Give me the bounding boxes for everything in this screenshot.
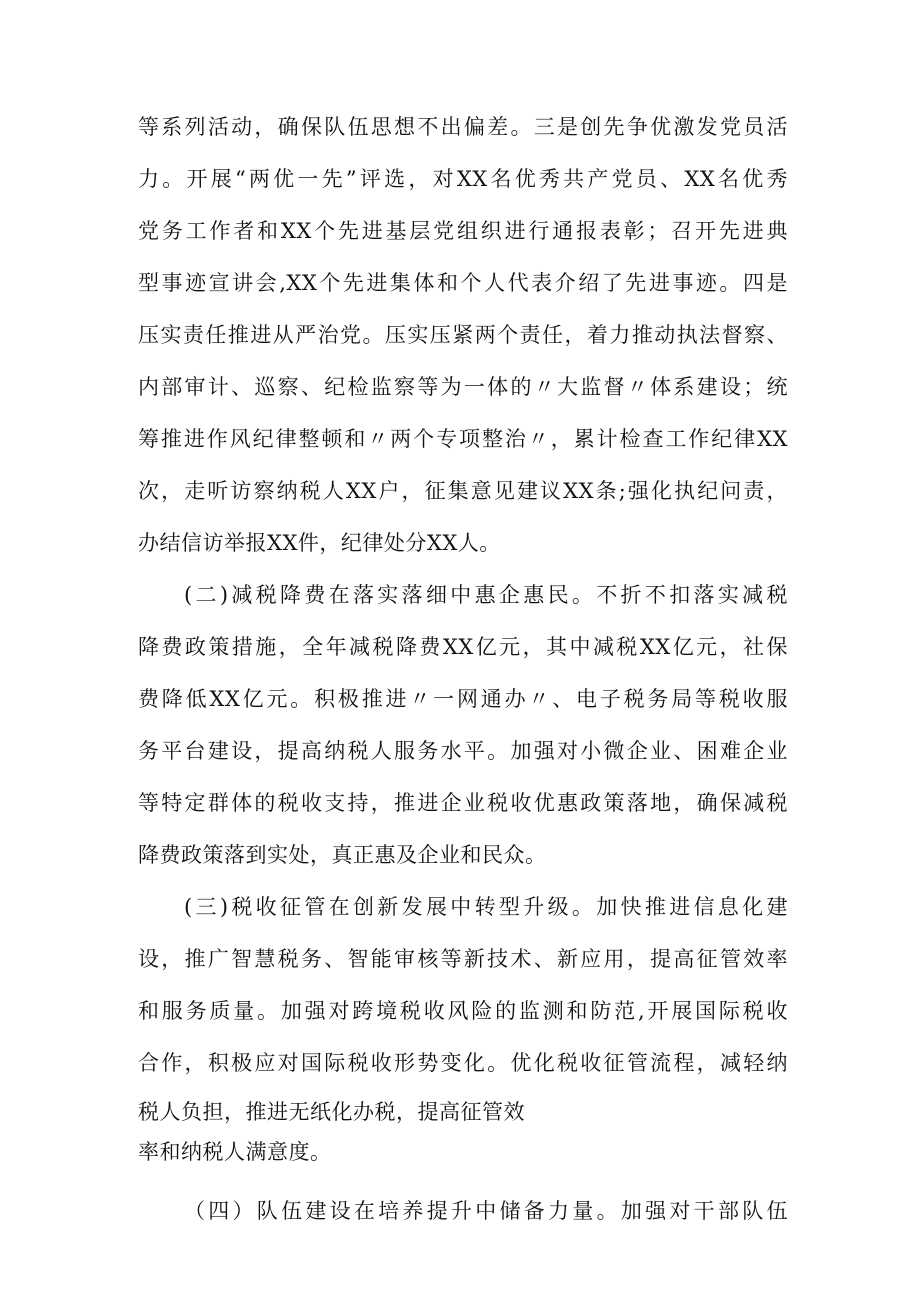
paragraph-line: 次，走听访察纳税人XX户，征集意见建议XX条;强化执纪问责，: [138, 479, 788, 503]
paragraph-line: 合作，积极应对国际税收形势变化。优化税收征管流程，减轻纳: [138, 1051, 788, 1075]
paragraph-line: 费降低XX亿元。积极推进〃一网通办〃、电子税务局等税收服: [138, 687, 788, 711]
paragraph-line: 和服务质量。加强对跨境税收风险的监测和防范,开展国际税收: [138, 999, 788, 1023]
section-heading-line: （四）队伍建设在培养提升中储备力量。加强对干部队伍: [184, 1199, 788, 1223]
paragraph-line: 力。开展“两优一先”评选，对XX名优秀共产党员、XX名优秀: [138, 167, 788, 191]
paragraph-line: 率和纳税人满意度。: [138, 1140, 332, 1164]
section-heading-line: (二)减税降费在落实落细中惠企惠民。不折不扣落实减税: [184, 583, 788, 607]
paragraph-line: 筹推进作风纪律整顿和〃两个专项整治〃，累计检查工作纪律XX: [138, 427, 788, 451]
paragraph-line: 税人负担，推进无纸化办税，提高征管效: [138, 1100, 525, 1124]
paragraph-line: 降费政策措施，全年减税降费XX亿元，其中减税XX亿元，社保: [138, 635, 788, 659]
paragraph-line: 办结信访举报XX件，纪律处分XX人。: [138, 531, 501, 555]
paragraph-line: 设，推广智慧税务、智能审核等新技术、新应用，提高征管效率: [138, 947, 788, 971]
paragraph-line: 党务工作者和XX个先进基层党组织进行通报表彰；召开先进典: [138, 219, 788, 243]
paragraph-line: 务平台建设，提高纳税人服务水平。加强对小微企业、困难企业: [138, 739, 788, 763]
paragraph-line: 等系列活动，确保队伍思想不出偏差。三是创先争优激发党员活: [138, 115, 788, 139]
paragraph-line: 型事迹宣讲会,XX个先进集体和个人代表介绍了先进事迹。四是: [138, 271, 788, 295]
paragraph-line: 压实责任推进从严治党。压实压紧两个责任，着力推动执法督察、: [138, 323, 788, 347]
section-heading-line: (三)税收征管在创新发展中转型升级。加快推进信息化建: [184, 895, 788, 919]
paragraph-line: 等特定群体的税收支持，推进企业税收优惠政策落地，确保减税: [138, 791, 788, 815]
paragraph-line: 内部审计、巡察、纪检监察等为一体的〃大监督〃体系建设；统: [138, 375, 788, 399]
paragraph-line: 降费政策落到实处，真正惠及企业和民众。: [138, 843, 547, 867]
